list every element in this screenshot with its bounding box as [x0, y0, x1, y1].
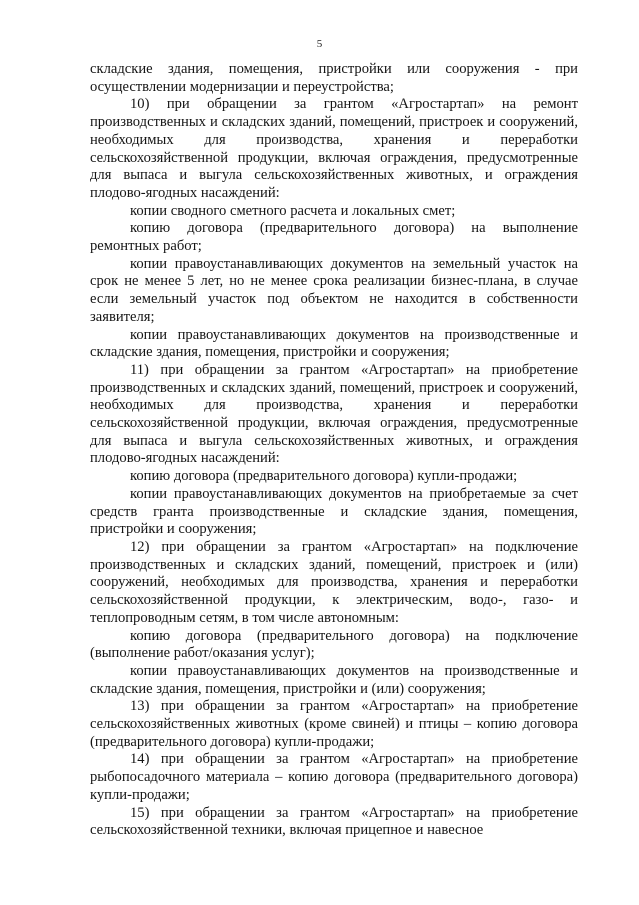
paragraph-item-12-doc-2: копии правоустанавливающих документов на производственные и складские здания, помещения, пристройки и (или) сооружения; [90, 662, 578, 697]
paragraph-item-10: 10) при обращении за грантом «Агростартап» на ремонт производственных и складских зданий, помещений, пристроек и сооружений, необходимых для производства, хранения и переработки сельскохозяйственной продукции, включая ограждения, предусмотренные для выпаса и выгула сельскохозяйственных животных, и ограждения плодово-ягодных насаждений: [90, 96, 578, 201]
paragraph-item-11-doc-1: копию договора (предварительного договора) купли-продажи; [130, 468, 518, 485]
paragraph-item-11: 11) при обращении за грантом «Агростартап» на приобретение производственных и складских зданий, помещений, пристроек и сооружений, необходимых для производства, хранения и переработки сельскохозяйственной продукции, включая ограждения, предусмотренные для выпаса и выгула сельскохозяйственных животных, и ограждения плодово-ягодных насаждений: [90, 361, 578, 467]
paragraph-continuation: складские здания, помещения, пристройки или сооружения - при осуществлении модернизации и переустройства; [90, 61, 578, 95]
paragraph-item-10-doc-2: копию договора (предварительного договора) на выполнение ремонтных работ; [90, 220, 578, 255]
paragraph-item-13: 13) при обращении за грантом «Агростартап» на приобретение сельскохозяйственных животных (кроме свиней) и птицы – копию договора (предварительного договора) купли-продажи; [90, 698, 578, 750]
paragraph-item-12: 12) при обращении за грантом «Агростартап» на подключение производственных и складских зданий, помещений, пристроек и (или) сооружений, необходимых для производства, хранения и переработки сельскохозяйственной продукции, к электрическим, водо-, газо- и теплопроводным сетям, в том числе автономным: [90, 538, 578, 626]
paragraph-item-10-doc-3: копии правоустанавливающих документов на земельный участок на срок не менее 5 лет, но не менее срока реализации бизнес-плана, в случае если земельный участок под объектом не находится в собственности заявителя; [90, 255, 578, 325]
paragraph-item-10-doc-4: копии правоустанавливающих документов на производственные и складские здания, помещения, пристройки и сооружения; [90, 326, 578, 361]
paragraph-item-15: 15) при обращении за грантом «Агростартап» на приобретение сельскохозяйственной техники, включая прицепное и навесное [90, 804, 578, 839]
paragraph-item-12-doc-1: копию договора (предварительного договора) на подключение (выполнение работ/оказания услуг); [90, 627, 578, 662]
paragraph-item-11-doc-2: копии правоустанавливающих документов на приобретаемые за счет средств гранта производственные и складские здания, помещения, пристройки и сооружения; [90, 485, 578, 538]
paragraph-item-14: 14) при обращении за грантом «Агростартап» на приобретение рыбопосадочного материала – копию договора (предварительного договора) купли-продажи; [90, 751, 578, 803]
paragraph-item-10-doc-1: копии сводного сметного расчета и локальных смет; [130, 202, 456, 219]
page-number: 5 [316, 38, 323, 50]
document-body [90, 61, 578, 840]
